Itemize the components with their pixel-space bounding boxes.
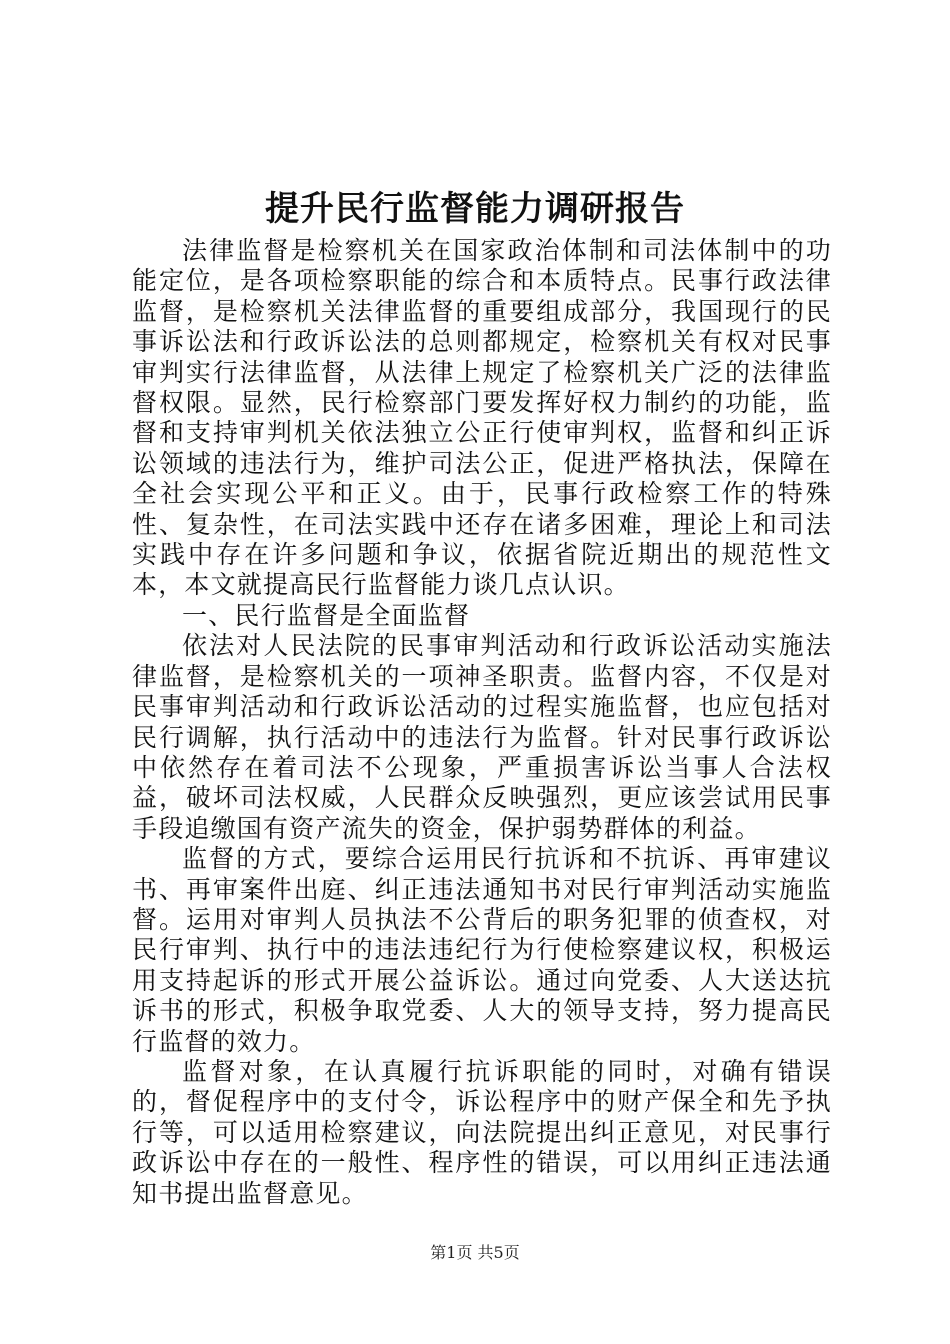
page-footer: 第1页 共5页: [430, 1243, 520, 1262]
paragraph-supervision-scope: 依法对人民法院的民事审判活动和行政诉讼活动实施法律监督，是检察机关的一项神圣职责。监督内容，不仅是对民事审判活动和行政诉讼活动的过程实施监督，也应包括对民行调解，执行活动中的违法行为监督。针对民事行政诉讼中依然存在着司法不公现象，严重损害诉讼当事人合法权益，破坏司法权威，人民群众反映强烈，更应该尝试用民事手段追缴国有资产流失的资金，保护弱势群体的利益。: [132, 631, 832, 843]
paragraph-supervision-objects: 监督对象，在认真履行抗诉职能的同时，对确有错误的，督促程序中的支付令，诉讼程序中的财产保全和先予执行等，可以适用检察建议，向法院提出纠正意见，对民事行政诉讼中存在的一般性、程序性的错误，可以用纠正违法通知书提出监督意见。: [132, 1056, 832, 1208]
section-heading: 一、民行监督是全面监督: [182, 600, 471, 630]
document-body: [132, 236, 832, 1209]
document-title: 提升民行监督能力调研报告: [265, 189, 685, 229]
paragraph-intro: 法律监督是检察机关在国家政治体制和司法体制中的功能定位，是各项检察职能的综合和本质特点。民事行政法律监督，是检察机关法律监督的重要组成部分，我国现行的民事诉讼法和行政诉讼法的总则都规定，检察机关有权对民事审判实行法律监督，从法律上规定了检察机关广泛的法律监督权限。显然，民行检察部门要发挥好权力制约的功能，监督和支持审判机关依法独立公正行使审判权，监督和纠正诉讼领域的违法行为，维护司法公正，促进严格执法，保障在全社会实现公平和正义。由于，民事行政检察工作的特殊性、复杂性，在司法实践中还存在诸多困难，理论上和司法实践中存在许多问题和争议，依据省院近期出的规范性文本，本文就提高民行监督能力谈几点认识。: [132, 236, 832, 600]
paragraph-supervision-methods: 监督的方式，要综合运用民行抗诉和不抗诉、再审建议书、再审案件出庭、纠正违法通知书对民行审判活动实施监督。运用对审判人员执法不公背后的职务犯罪的侦查权，对民行审判、执行中的违法违纪行为行使检察建议权，积极运用支持起诉的形式开展公益诉讼。通过向党委、人大送达抗诉书的形式，积极争取党委、人大的领导支持，努力提高民行监督的效力。: [132, 844, 832, 1056]
